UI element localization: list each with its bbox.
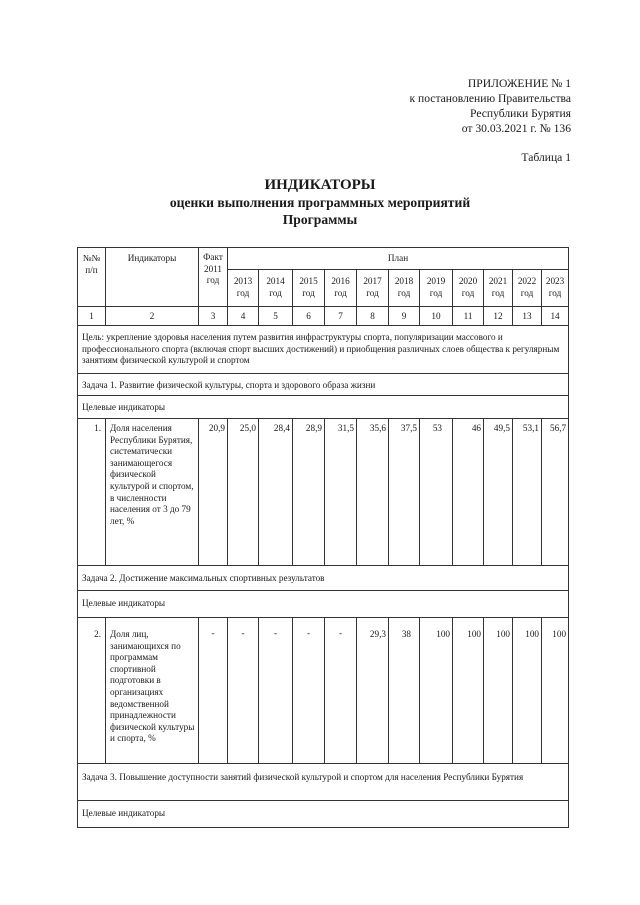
plan-value: 35,6	[357, 419, 389, 566]
plan-value: 25,0	[228, 419, 259, 566]
appendix-line-3: Республики Бурятия	[470, 107, 571, 120]
plan-value: -	[228, 618, 259, 764]
column-number: 10	[420, 307, 453, 326]
header-year: 2013 год	[228, 270, 259, 307]
indicator-name: Доля лиц, занимающихся по программам спортивной подготовки в организациях ведомственной принадлежности физической культуры и спорта, %	[106, 618, 199, 764]
target-indicators-row	[78, 801, 569, 828]
row-number: 2.	[78, 618, 106, 764]
goal-row	[78, 326, 569, 374]
header-indicators: Индикаторы	[106, 248, 199, 307]
plan-value: 46	[453, 419, 484, 566]
plan-value: 31,5	[325, 419, 357, 566]
header-fact: Факт 2011 год	[199, 248, 228, 307]
header-year: 2014 год	[259, 270, 293, 307]
plan-value: 38	[389, 618, 420, 764]
plan-value: 100	[513, 618, 542, 764]
title-line-3: Программы	[282, 212, 358, 227]
header-year: 2020 год	[453, 270, 484, 307]
plan-value: 53	[420, 419, 453, 566]
indicators-table	[77, 247, 569, 828]
column-number: 7	[325, 307, 357, 326]
header-year: 2018 год	[389, 270, 420, 307]
indicator-name: Доля населения Республики Бурятия, систематически занимающегося физической культурой и спортом, в численности населения от 3 до 79 лет, %	[106, 419, 199, 566]
target-indicators-row	[78, 591, 569, 618]
task-row	[78, 374, 569, 396]
table-number: Таблица 1	[521, 151, 571, 164]
target-indicators-label: Целевые индикаторы	[78, 591, 569, 618]
task-3: Задача 3. Повышение доступности занятий физической культурой и спортом для населения Республики Бурятия	[78, 764, 569, 801]
column-number: 2	[106, 307, 199, 326]
header-plan: План	[228, 248, 569, 270]
column-number: 9	[389, 307, 420, 326]
table-row	[78, 618, 569, 764]
fact-value: -	[199, 618, 228, 764]
header-year: 2017 год	[357, 270, 389, 307]
header-year: 2021 год	[484, 270, 513, 307]
title-line-2: оценки выполнения программных мероприятий	[169, 195, 471, 210]
header-row-1	[78, 248, 569, 270]
target-indicators-label: Целевые индикаторы	[78, 396, 569, 419]
fact-value: 20,9	[199, 419, 228, 566]
column-numbers-row	[78, 307, 569, 326]
plan-value: 56,7	[542, 419, 569, 566]
column-number: 11	[453, 307, 484, 326]
column-number: 3	[199, 307, 228, 326]
header-year: 2015 год	[293, 270, 325, 307]
document-title	[0, 177, 640, 228]
column-number: 8	[357, 307, 389, 326]
appendix-line-2: к постановлению Правительства	[409, 92, 571, 105]
header-year: 2023 год	[542, 270, 569, 307]
plan-value: 100	[453, 618, 484, 764]
plan-value: 53,1	[513, 419, 542, 566]
plan-value: -	[259, 618, 293, 764]
appendix-line-4: от 30.03.2021 г. № 136	[461, 122, 571, 135]
appendix-header	[409, 76, 571, 136]
table-row	[78, 419, 569, 566]
task-row	[78, 566, 569, 591]
column-number: 5	[259, 307, 293, 326]
header-year: 2016 год	[325, 270, 357, 307]
header-year: 2022 год	[513, 270, 542, 307]
plan-value: -	[293, 618, 325, 764]
plan-value: 49,5	[484, 419, 513, 566]
row-number: 1.	[78, 419, 106, 566]
column-number: 13	[513, 307, 542, 326]
column-number: 14	[542, 307, 569, 326]
appendix-line-1: ПРИЛОЖЕНИЕ № 1	[467, 77, 571, 90]
task-1: Задача 1. Развитие физической культуры, спорта и здорового образа жизни	[78, 374, 569, 396]
target-indicators-label: Целевые индикаторы	[78, 801, 569, 828]
plan-value: 100	[484, 618, 513, 764]
goal-text: Цель: укрепление здоровья населения путем развития инфраструктуры спорта, популяризации массового и профессионального спорта (включая спорт высших достижений) и приобщения различных слоев общества к регулярным занятиям физической культурой и спортом	[78, 326, 569, 374]
plan-value: 100	[420, 618, 453, 764]
plan-value: 29,3	[357, 618, 389, 764]
plan-value: 28,4	[259, 419, 293, 566]
task-2: Задача 2. Достижение максимальных спортивных результатов	[78, 566, 569, 591]
plan-value: 28,9	[293, 419, 325, 566]
column-number: 6	[293, 307, 325, 326]
plan-value: 37,5	[389, 419, 420, 566]
column-number: 12	[484, 307, 513, 326]
header-num: №№ п/п	[78, 248, 106, 307]
task-row	[78, 764, 569, 801]
title-line-1: ИНДИКАТОРЫ	[264, 177, 376, 193]
column-number: 4	[228, 307, 259, 326]
header-year: 2019 год	[420, 270, 453, 307]
plan-value: 100	[542, 618, 569, 764]
plan-value: -	[325, 618, 357, 764]
target-indicators-row	[78, 396, 569, 419]
column-number: 1	[78, 307, 106, 326]
